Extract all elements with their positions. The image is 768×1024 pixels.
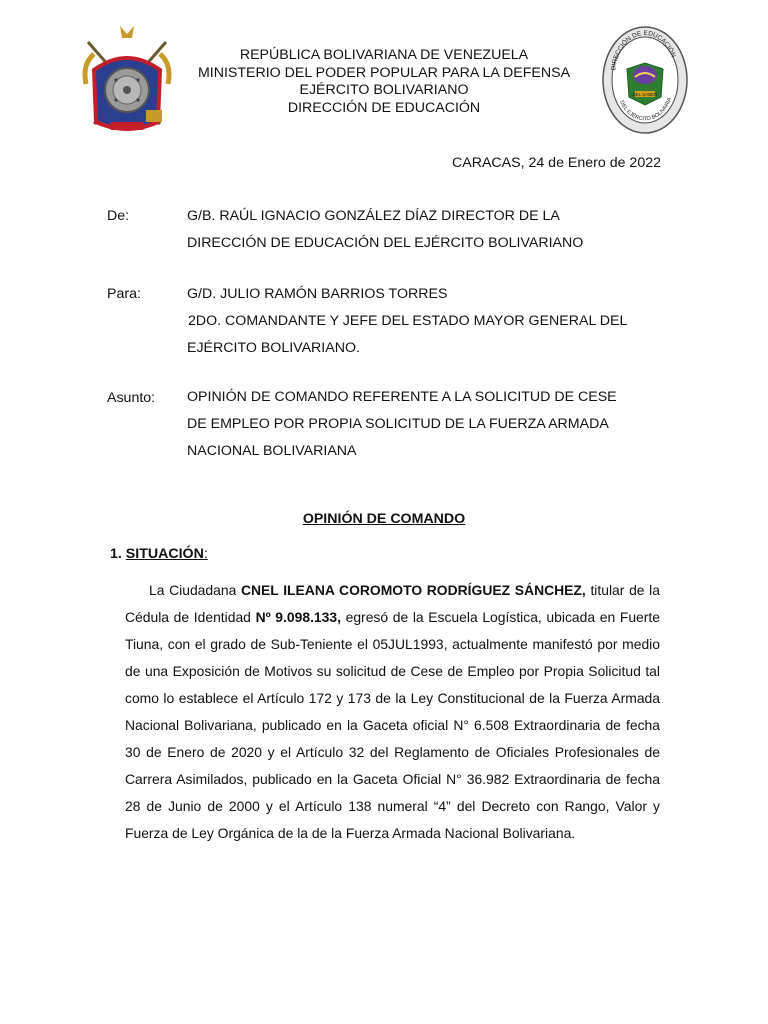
id-number: Nº 9.098.133, — [255, 609, 341, 625]
from-line-1: G/B. RAÚL IGNACIO GONZÁLEZ DÍAZ DIRECTOR DE LA — [187, 208, 560, 224]
header-directorate: DIRECCIÓN DE EDUCACIÓN — [287, 99, 481, 116]
section-title: SITUACIÓN — [125, 546, 204, 562]
person-name: CNEL ILEANA COROMOTO RODRÍGUEZ SÁNCHEZ, — [240, 582, 586, 598]
education-directorate-seal-icon — [601, 25, 689, 135]
to-line-3: EJÉRCITO BOLIVARIANO. — [187, 340, 360, 356]
to-label: Para: — [107, 286, 141, 302]
section-number: 1. — [110, 546, 122, 562]
para-body: egresó de la Escuela Logística, ubicada en Fuerte Tiuna, con el grado de Sub-Teniente el 05JUL1993, actualmente manifestó por medio de una Exposición de Motivos su solicitud de Cese de Empleo por Propia Solicitud tal como lo establece el Artículo 172 y 173 de la Ley Constitucional de la Fuerza Armada Nacional Bolivariana, publicado en la Gaceta oficial N° 6.508 Extraordinaria de fecha 30 de Enero de 2020 y el Artículo 32 del Reglamento de Oficiales Profesionales de Carrera Asimilados, publicado en la Gaceta Oficial N° 36.982 Extraordinaria de fecha 28 de Junio de 2000 y el Artículo 138 numeral “4” del Decreto con Rango, Valor y Fuerza de Ley Orgánica de la de la Fuerza Armada Nacional Bolivariana. — [125, 609, 660, 841]
from-line-2: DIRECCIÓN DE EDUCACIÓN DEL EJÉRCITO BOLIVARIANO — [187, 235, 584, 251]
section-colon: : — [203, 546, 208, 562]
seal-motto-text: DEL SABER — [632, 92, 658, 97]
subject-line-2: DE EMPLEO POR PROPIA SOLICITUD DE LA FUERZA ARMADA — [187, 416, 609, 432]
header-army: EJÉRCITO BOLIVARIANO — [299, 82, 469, 98]
to-line-2: 2DO. COMANDANTE Y JEFE DEL ESTADO MAYOR GENERAL DEL — [188, 313, 628, 329]
header-republic: REPÚBLICA BOLIVARIANA DE VENEZUELA — [239, 47, 529, 63]
from-label: De: — [107, 208, 130, 224]
subject-label: Asunto: — [107, 390, 156, 406]
from-block — [187, 203, 583, 257]
situation-paragraph — [125, 577, 660, 847]
letterhead — [160, 47, 608, 117]
to-block — [187, 281, 627, 362]
document-title: OPINIÓN DE COMANDO — [302, 511, 466, 527]
para-id-lead: titular de la Cédula de Identidad — [125, 582, 660, 625]
para-intro: La Ciudadana — [149, 582, 241, 598]
to-line-1: G/D. JULIO RAMÓN BARRIOS TORRES — [187, 286, 448, 302]
seal-ring-top-text: DIRECCIÓN DE EDUCACIÓN — [610, 29, 677, 71]
header-ministry: MINISTERIO DEL PODER POPULAR PARA LA DEFENSA — [197, 64, 571, 81]
subject-line-1: OPINIÓN DE COMANDO REFERENTE A LA SOLICITUD DE CESE — [187, 389, 617, 405]
subject-block — [187, 384, 617, 465]
document-date: CARACAS, 24 de Enero de 2022 — [451, 155, 661, 171]
subject-line-3: NACIONAL BOLIVARIANA — [187, 443, 357, 459]
seal-ring-bottom-text: DEL EJÉRCITO BOLIVARIA — [618, 97, 674, 123]
section-heading — [110, 546, 208, 562]
